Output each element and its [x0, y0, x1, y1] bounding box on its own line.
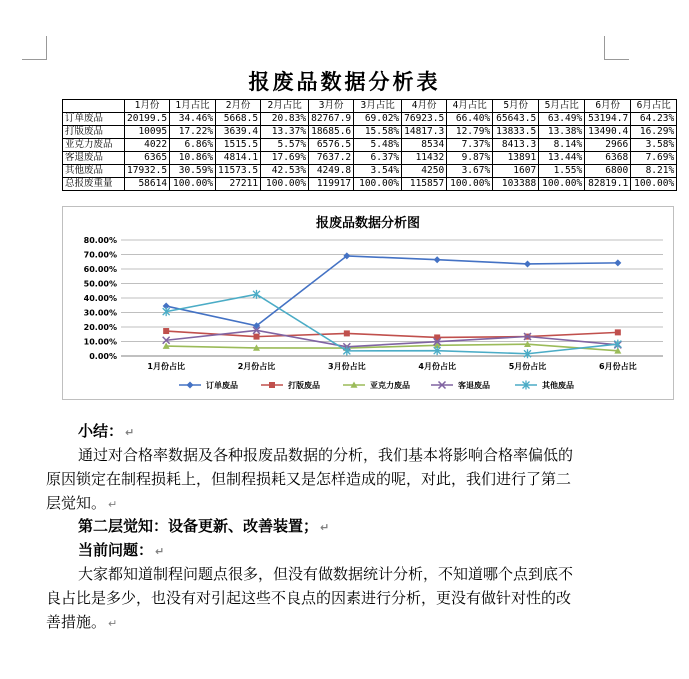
- table-cell: 103388: [493, 178, 539, 191]
- legend-label: 订单废品: [206, 381, 238, 390]
- x-tick-label: 4月份占比: [418, 362, 456, 371]
- y-tick-label: 40.00%: [83, 294, 117, 303]
- row-label: 打版废品: [63, 126, 125, 139]
- table-cell: 8413.3: [493, 139, 539, 152]
- table-cell: 13833.5: [493, 126, 539, 139]
- series-line: [166, 256, 618, 326]
- table-row: [63, 113, 677, 126]
- document-title: 报废品数据分析表: [248, 69, 441, 94]
- table-row: [63, 178, 677, 191]
- y-tick-label: 80.00%: [83, 236, 117, 245]
- data-point: [615, 329, 621, 335]
- row-label: 其他废品: [63, 165, 125, 178]
- table-body: [63, 113, 677, 191]
- table-cell: 17932.5: [125, 165, 170, 178]
- table-cell: 11573.5: [216, 165, 261, 178]
- table-cell: 66.40%: [447, 113, 493, 126]
- table-cell: 20.83%: [261, 113, 309, 126]
- problem-heading-text: 当前问题：: [78, 541, 154, 559]
- y-tick-label: 50.00%: [83, 279, 117, 289]
- table-cell: 10095: [125, 126, 170, 139]
- y-tick-label: 30.00%: [83, 308, 117, 318]
- column-header: 1月份: [125, 100, 170, 113]
- y-tick-label: 60.00%: [83, 265, 117, 274]
- table-cell: 5668.5: [216, 113, 261, 126]
- y-tick-label: 70.00%: [83, 250, 117, 260]
- table-cell: 13.37%: [261, 126, 309, 139]
- table-cell: 17.69%: [261, 152, 309, 165]
- column-header: 5月占比: [539, 100, 585, 113]
- table-cell: 17.22%: [170, 126, 216, 139]
- y-tick-label: 10.00%: [83, 337, 117, 347]
- column-header: [63, 100, 125, 113]
- x-tick-label: 6月份占比: [599, 362, 637, 371]
- x-tick-label: 5月份占比: [508, 362, 547, 371]
- table-header: [63, 100, 677, 113]
- table-cell: 8.14%: [539, 139, 585, 152]
- table-cell: 100.00%: [354, 178, 402, 191]
- column-header: 6月份: [585, 100, 631, 113]
- table-cell: 64.23%: [631, 113, 677, 126]
- data-point: [344, 330, 350, 336]
- table-cell: 13.44%: [539, 152, 585, 165]
- chart-canvas: [63, 207, 673, 399]
- summary-line-2: 原因锁定在制程损耗上，但制程损耗又是怎样造成的呢，对此，我们进行了第二: [46, 470, 572, 488]
- row-label: 总报废重量: [63, 178, 125, 191]
- column-header: 5月份: [493, 100, 539, 113]
- table-cell: 100.00%: [447, 178, 493, 191]
- data-point: [524, 260, 531, 267]
- summary-paragraph: [46, 443, 626, 517]
- table-cell: 1607: [493, 165, 539, 178]
- line-chart: [62, 206, 674, 400]
- table-cell: 3639.4: [216, 126, 261, 139]
- series-line: [166, 330, 618, 346]
- summary-line-3: 层觉知。: [46, 494, 107, 512]
- table-cell: 7637.2: [309, 152, 354, 165]
- problem-line-2: 良占比是多少，也没有对引起这些不良点的因素进行分析，更没有做针对性的改: [46, 589, 572, 607]
- legend-label: 客退废品: [458, 381, 490, 390]
- table-cell: 3.54%: [354, 165, 402, 178]
- table-cell: 119917: [309, 178, 354, 191]
- table-cell: 20199.5: [125, 113, 170, 126]
- table-cell: 58614: [125, 178, 170, 191]
- table-cell: 100.00%: [170, 178, 216, 191]
- table-cell: 6576.5: [309, 139, 354, 152]
- table-cell: 6368: [585, 152, 631, 165]
- table-cell: 82819.1: [585, 178, 631, 191]
- table-cell: 16.29%: [631, 126, 677, 139]
- table-cell: 3.58%: [631, 139, 677, 152]
- table-cell: 4249.8: [309, 165, 354, 178]
- problem-line-1: 大家都知道制程问题点很多，但没有做数据统计分析，不知道哪个点到底不: [78, 565, 574, 583]
- series-line: [166, 331, 618, 337]
- data-point: [187, 382, 194, 389]
- legend-label: 亚克力废品: [370, 381, 410, 390]
- table-cell: 14817.3: [402, 126, 447, 139]
- table-cell: 5.57%: [261, 139, 309, 152]
- data-point: [269, 382, 275, 388]
- problem-heading: [78, 538, 658, 564]
- table-cell: 53194.7: [585, 113, 631, 126]
- table-cell: 4814.1: [216, 152, 261, 165]
- table-cell: 8.21%: [631, 165, 677, 178]
- table-cell: 7.69%: [631, 152, 677, 165]
- x-tick-label: 1月份占比: [147, 362, 185, 371]
- table-cell: 65643.5: [493, 113, 539, 126]
- scrap-data-table: [62, 99, 677, 191]
- data-point: [254, 334, 260, 340]
- column-header: 4月占比: [447, 100, 493, 113]
- table-cell: 82767.9: [309, 113, 354, 126]
- table-cell: 6.37%: [354, 152, 402, 165]
- table-cell: 1515.5: [216, 139, 261, 152]
- row-label: 订单废品: [63, 113, 125, 126]
- table-cell: 115857: [402, 178, 447, 191]
- table-cell: 76923.5: [402, 113, 447, 126]
- summary-heading: [78, 419, 658, 445]
- column-header: 1月占比: [170, 100, 216, 113]
- column-header: 3月份: [309, 100, 354, 113]
- column-header: 2月占比: [261, 100, 309, 113]
- column-header: 4月份: [402, 100, 447, 113]
- table-cell: 27211: [216, 178, 261, 191]
- x-tick-label: 3月份占比: [328, 362, 366, 371]
- table-cell: 6.86%: [170, 139, 216, 152]
- legend-label: 其他废品: [542, 381, 574, 390]
- summary-line-1: 通过对合格率数据及各种报废品数据的分析，我们基本将影响合格率偏低的: [78, 446, 574, 464]
- table-cell: 15.58%: [354, 126, 402, 139]
- problem-line-3: 善措施。: [46, 613, 107, 631]
- table-cell: 100.00%: [261, 178, 309, 191]
- chart-title: 报废品数据分析图: [315, 216, 421, 231]
- table-row: [63, 126, 677, 139]
- table-cell: 4250: [402, 165, 447, 178]
- table-cell: 9.87%: [447, 152, 493, 165]
- header-row: [63, 100, 677, 113]
- table-cell: 69.02%: [354, 113, 402, 126]
- table-cell: 1.55%: [539, 165, 585, 178]
- data-point: [614, 259, 621, 266]
- data-point: [163, 328, 169, 334]
- second-heading: [78, 514, 658, 540]
- table-cell: 12.79%: [447, 126, 493, 139]
- paragraph-mark: ↵: [125, 426, 135, 439]
- paragraph-mark: ↵: [320, 521, 330, 534]
- table-cell: 7.37%: [447, 139, 493, 152]
- table-cell: 13.38%: [539, 126, 585, 139]
- series-line: [166, 344, 618, 351]
- y-tick-label: 20.00%: [83, 323, 117, 332]
- table-row: [63, 152, 677, 165]
- column-header: 2月份: [216, 100, 261, 113]
- y-tick-label: 0.00%: [89, 352, 117, 361]
- column-header: 6月占比: [631, 100, 677, 113]
- corner-mark-top-left: [0, 0, 50, 62]
- table-cell: 10.86%: [170, 152, 216, 165]
- table-cell: 63.49%: [539, 113, 585, 126]
- table-cell: 13891: [493, 152, 539, 165]
- row-label: 亚克力废品: [63, 139, 125, 152]
- x-tick-label: 2月份占比: [237, 362, 276, 371]
- table-cell: 6365: [125, 152, 170, 165]
- table-cell: 34.46%: [170, 113, 216, 126]
- data-point: [434, 256, 441, 263]
- row-label: 客退废品: [63, 152, 125, 165]
- table-cell: 4022: [125, 139, 170, 152]
- table-cell: 18685.6: [309, 126, 354, 139]
- table-row: [63, 165, 677, 178]
- table-cell: 100.00%: [631, 178, 677, 191]
- table-cell: 6800: [585, 165, 631, 178]
- table-cell: 13490.4: [585, 126, 631, 139]
- legend-label: 打版废品: [288, 381, 320, 390]
- summary-heading-text: 小结：: [78, 422, 124, 440]
- column-header: 3月占比: [354, 100, 402, 113]
- table-cell: 42.53%: [261, 165, 309, 178]
- paragraph-mark: ↵: [155, 545, 165, 558]
- second-heading-text: 第二层觉知：设备更新、改善装置；: [78, 517, 319, 535]
- table-cell: 100.00%: [539, 178, 585, 191]
- table-cell: 11432: [402, 152, 447, 165]
- table-cell: 5.48%: [354, 139, 402, 152]
- problem-paragraph: [46, 562, 626, 636]
- table-cell: 30.59%: [170, 165, 216, 178]
- table-row: [63, 139, 677, 152]
- paragraph-mark: ↵: [108, 617, 118, 630]
- table-cell: 3.67%: [447, 165, 493, 178]
- table-cell: 8534: [402, 139, 447, 152]
- paragraph-mark: ↵: [108, 498, 118, 511]
- corner-mark-top-right: [600, 0, 640, 62]
- table-cell: 2966: [585, 139, 631, 152]
